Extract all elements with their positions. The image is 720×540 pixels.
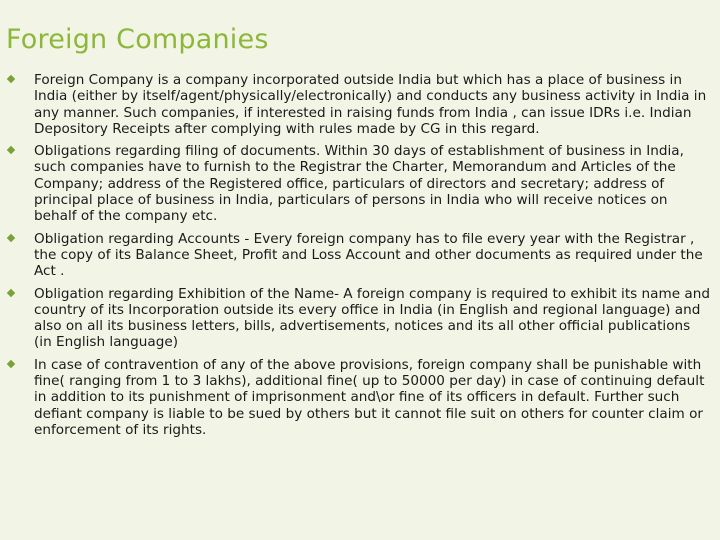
diamond-bullet-icon bbox=[7, 233, 15, 241]
bullet-text: Obligation regarding Exhibition of the Name- A foreign company is required to exhibit its name and country of its Incorporation outside its every office in India (in English and regional language) and also on all its business letters, bills, advertisements, notices and its all other official publications (in English language) bbox=[34, 285, 711, 351]
bullet-list bbox=[0, 72, 720, 444]
diamond-bullet-icon bbox=[7, 75, 15, 83]
bullet-item bbox=[0, 231, 720, 280]
bullet-item bbox=[0, 72, 720, 137]
slide-title: Foreign Companies bbox=[6, 24, 269, 56]
bullet-text: In case of contravention of any of the above provisions, foreign company shall be punishable with fine( ranging from 1 to 3 lakhs), additional fine( up to 50000 per day) in case of continuing default in addition to its punishment of imprisonment and\or fine of its officers in default. Further such defiant company is liable to be sued by others but it cannot file suit on others for counter claim or enforcement of its rights. bbox=[34, 356, 705, 438]
diamond-bullet-icon bbox=[7, 360, 15, 368]
bullet-item bbox=[0, 143, 720, 224]
bullet-text: Obligations regarding filing of documents. Within 30 days of establishment of business in India, such companies have to furnish to the Registrar the Charter, Memorandum and Articles of the Company; address of the Registered office, particulars of directors and secretary; address of principal place of business in India, particulars of persons in India who will receive notices on behalf of the company etc. bbox=[34, 143, 684, 225]
bullet-item bbox=[0, 357, 720, 438]
bullet-text: Foreign Company is a company incorporated outside India but which has a place of business in India (either by itself/agent/physically/electronically) and conducts any business activity in India in any manner. Such companies, if interested in raising funds from India , can issue IDRs i.e. Indian Depository Receipts after complying with rules made by CG in this regard. bbox=[34, 72, 707, 137]
bullet-text: Obligation regarding Accounts - Every foreign company has to file every year with the Registrar , the copy of its Balance Sheet, Profit and Loss Account and other documents as required under the Act . bbox=[34, 230, 703, 280]
diamond-bullet-icon bbox=[7, 146, 15, 154]
diamond-bullet-icon bbox=[7, 288, 15, 296]
bullet-item bbox=[0, 286, 720, 351]
